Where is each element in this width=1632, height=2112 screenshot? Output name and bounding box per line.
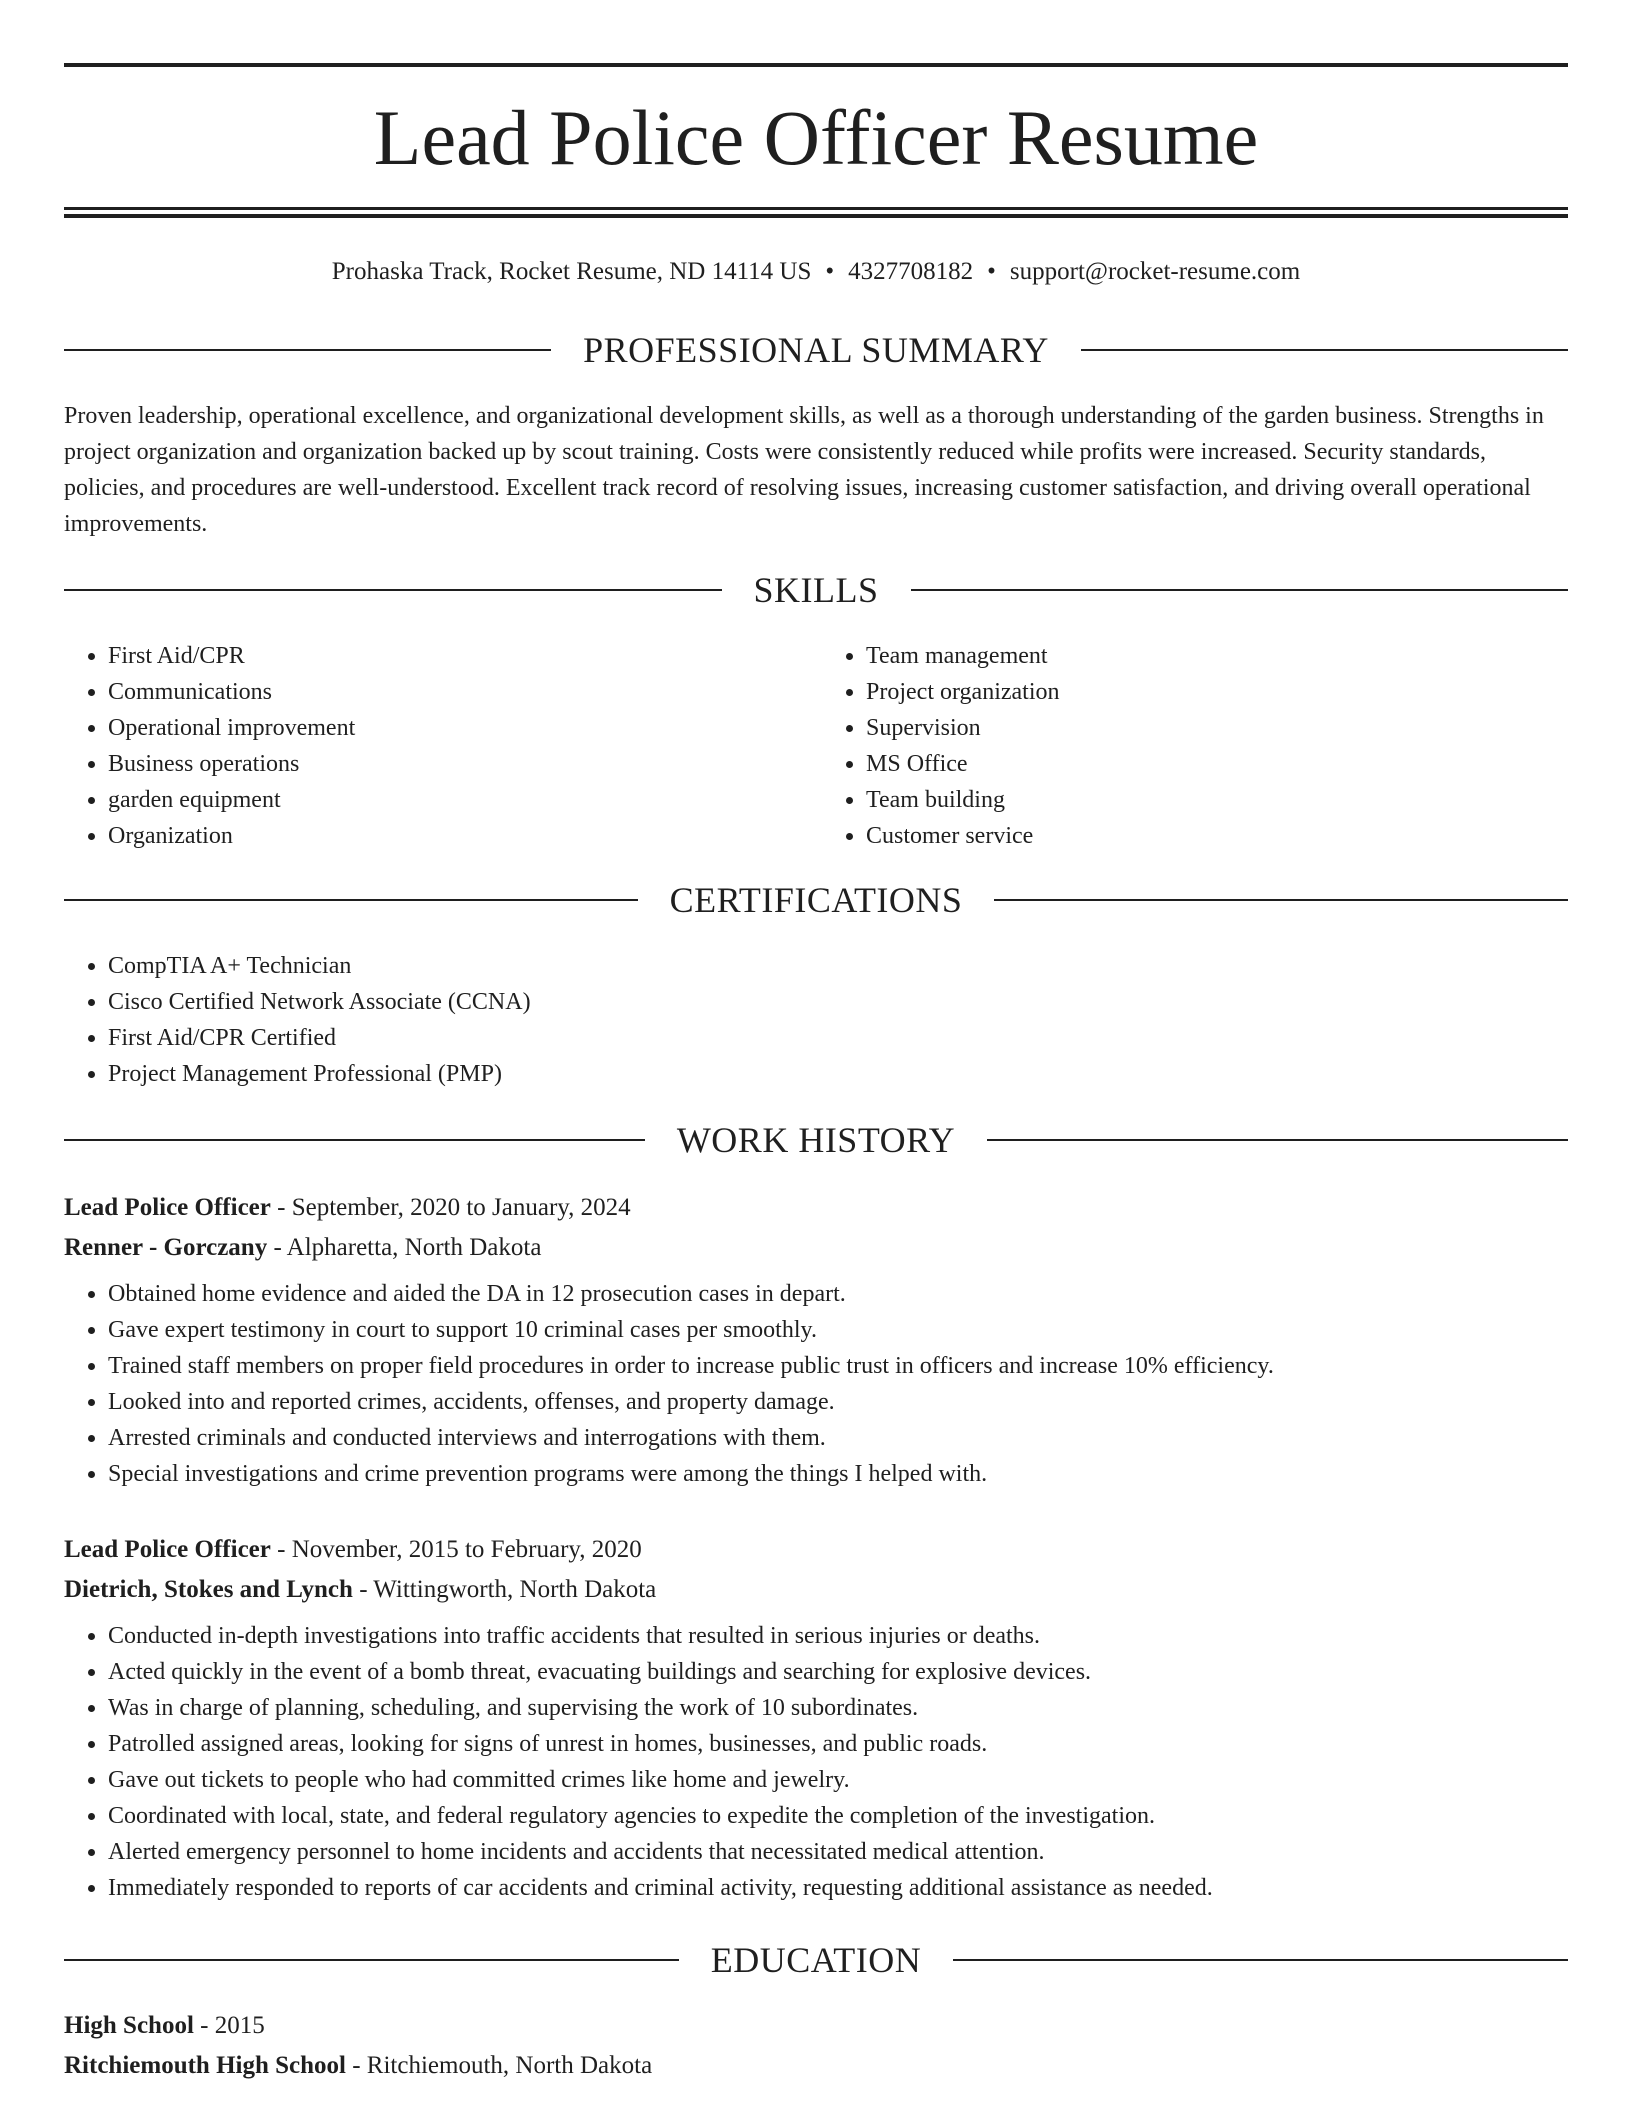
education-school: Ritchiemouth High School [64,2052,346,2079]
skill-item: • Team management [866,638,1568,674]
contact-separator: • [987,258,996,285]
divider-line [953,1959,1568,1961]
section-header-certifications [64,878,1568,922]
skills-column-right [816,638,1568,854]
job-dates: - November, 2015 to February, 2020 [270,1536,642,1563]
divider-line [987,1139,1568,1141]
divider-line [64,1139,645,1141]
education-degree: High School [64,2012,194,2039]
top-rule [64,63,1568,67]
contact-email[interactable]: support@rocket-resume.com [1009,258,1301,285]
job-duty-item: • Coordinated with local, state, and federal regulatory agencies to expedite the completion of the investigation. [108,1798,1568,1834]
skill-item: • Supervision [866,710,1568,746]
section-title-education: EDUCATION [710,1940,922,1980]
contact-separator: • [825,258,835,285]
certification-item: • CompTIA A+ Technician [108,948,1568,984]
job-duty-item: • Looked into and reported crimes, accidents, offenses, and property damage. [108,1384,1568,1420]
job-duty-item: • Immediately responded to reports of car accidents and criminal activity, requesting additional assistance as needed. [108,1870,1568,1906]
section-title-summary: PROFESSIONAL SUMMARY [583,330,1049,370]
job-duty-item: • Obtained home evidence and aided the DA in 12 prosecution cases in depart. [108,1276,1568,1312]
section-header-work-history [64,1118,1568,1162]
skill-item: • garden equipment [108,782,816,818]
divider-line [64,1959,679,1961]
skill-item: • Customer service [866,818,1568,854]
job-location: - Wittingworth, North Dakota [352,1576,657,1603]
job-duty-item: • Acted quickly in the event of a bomb threat, evacuating buildings and searching for explosive devices. [108,1654,1568,1690]
certification-item: • Project Management Professional (PMP) [108,1056,1568,1092]
skill-item: • Organization [108,818,816,854]
job-company: Dietrich, Stokes and Lynch [64,1576,353,1603]
job-dates: - September, 2020 to January, 2024 [270,1194,631,1221]
divider-line [911,589,1569,591]
certifications-list [64,948,1568,1092]
divider-line [64,899,638,901]
summary-text: Proven leadership, operational excellence, and organizational development skills, as well as a thorough understanding of the garden business. Strengths in project organization and organization backed up by scout training. Costs were consistently reduced while profits were increased. Security standards, policies, and procedures are well-understood. Excellent track record of resolving issues, increasing customer satisfaction, and driving overall operational improvements. [64,403,1544,537]
job-duty-item: • Special investigations and crime prevention programs were among the things I helped with. [108,1456,1568,1492]
section-title-skills: SKILLS [753,570,879,610]
job-duty-item: • Alerted emergency personnel to home incidents and accidents that necessitated medical attention. [108,1834,1568,1870]
education-school-line [64,2046,1568,2086]
certification-item: • First Aid/CPR Certified [108,1020,1568,1056]
skill-item: • Project organization [866,674,1568,710]
education-year: - 2015 [193,2012,265,2039]
skills-list [64,638,1568,854]
skill-item: • MS Office [866,746,1568,782]
skill-item: • Operational improvement [108,710,816,746]
contact-phone[interactable]: 4327708182 [848,258,974,285]
section-title-work-history: WORK HISTORY [676,1120,956,1160]
resume-title: Lead Police Officer Resume [373,94,1259,181]
certification-item: • Cisco Certified Network Associate (CCNA) [108,984,1568,1020]
education-entry [64,2006,1568,2086]
section-header-education [64,1938,1568,1982]
section-header-skills [64,568,1568,612]
job-duty-item: • Was in charge of planning, scheduling, and supervising the work of 10 subordinates. [108,1690,1568,1726]
section-header-summary [64,328,1568,372]
skill-item: • Communications [108,674,816,710]
job-duties [64,1618,1568,1906]
job-company: Renner - Gorczany [64,1234,268,1261]
job-entry [64,1188,1568,1492]
contact-address: Prohaska Track, Rocket Resume, ND 14114 US [331,258,812,285]
skill-item: • First Aid/CPR [108,638,816,674]
job-duty-item: • Patrolled assigned areas, looking for signs of unrest in homes, businesses, and public roads. [108,1726,1568,1762]
job-title-line [64,1188,1568,1228]
section-title-certifications: CERTIFICATIONS [669,880,963,920]
divider-line [64,589,722,591]
job-title: Lead Police Officer [64,1536,271,1563]
title-double-rule [64,207,1568,218]
job-duty-item: • Gave expert testimony in court to support 10 criminal cases per smoothly. [108,1312,1568,1348]
divider-line [994,899,1568,901]
contact-line [64,256,1568,288]
skill-item: • Team building [866,782,1568,818]
job-company-line [64,1570,1568,1610]
job-duty-item: • Trained staff members on proper field procedures in order to increase public trust in officers and increase 10% efficiency. [108,1348,1568,1384]
job-entry [64,1530,1568,1906]
job-duty-item: • Arrested criminals and conducted interviews and interrogations with them. [108,1420,1568,1456]
job-duty-item: • Gave out tickets to people who had committed crimes like home and jewelry. [108,1762,1568,1798]
divider-line [64,349,551,351]
divider-line [1081,349,1568,351]
job-title: Lead Police Officer [64,1194,271,1221]
education-location: - Ritchiemouth, North Dakota [345,2052,653,2079]
education-degree-line [64,2006,1568,2046]
skill-item: • Business operations [108,746,816,782]
skills-column-left [64,638,816,854]
job-duty-item: • Conducted in-depth investigations into traffic accidents that resulted in serious injuries or deaths. [108,1618,1568,1654]
job-location: - Alpharetta, North Dakota [267,1234,542,1261]
job-company-line [64,1228,1568,1268]
job-duties [64,1276,1568,1492]
job-title-line [64,1530,1568,1570]
